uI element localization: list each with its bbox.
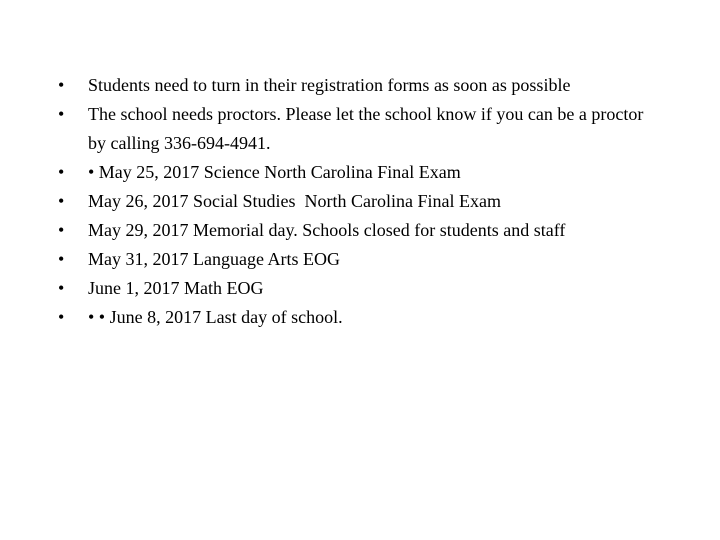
list-item (58, 274, 658, 303)
last-day-of-school-text: • • June 8, 2017 Last day of school. (88, 307, 343, 327)
bullet-icon: • (58, 75, 65, 95)
proctors-request-text: The school needs proctors. Please let the school know if you can be a proctor by calling 336-694-4941. (88, 104, 648, 153)
list-item (58, 216, 658, 245)
list-item (58, 245, 658, 274)
list-item (58, 71, 658, 100)
language-arts-eog-text: May 31, 2017 Language Arts EOG (88, 249, 340, 269)
science-exam-text: • May 25, 2017 Science North Carolina Final Exam (88, 162, 461, 182)
list-item (58, 303, 658, 332)
list-item (58, 158, 658, 187)
bullet-icon: • (58, 162, 65, 182)
list-item (58, 187, 658, 216)
memorial-day-text: May 29, 2017 Memorial day. Schools closed for students and staff (88, 220, 566, 240)
bullet-icon: • (58, 191, 65, 211)
registration-forms-text: Students need to turn in their registration forms as soon as possible (88, 75, 571, 95)
bullet-icon: • (58, 220, 65, 240)
bullet-icon: • (58, 278, 65, 298)
announcement-list (58, 71, 658, 332)
list-item (58, 100, 658, 158)
bullet-icon: • (58, 104, 65, 124)
math-eog-text: June 1, 2017 Math EOG (88, 278, 264, 298)
bullet-icon: • (58, 249, 65, 269)
social-studies-exam-text: May 26, 2017 Social Studies North Carolina Final Exam (88, 191, 501, 211)
bullet-icon: • (58, 307, 65, 327)
